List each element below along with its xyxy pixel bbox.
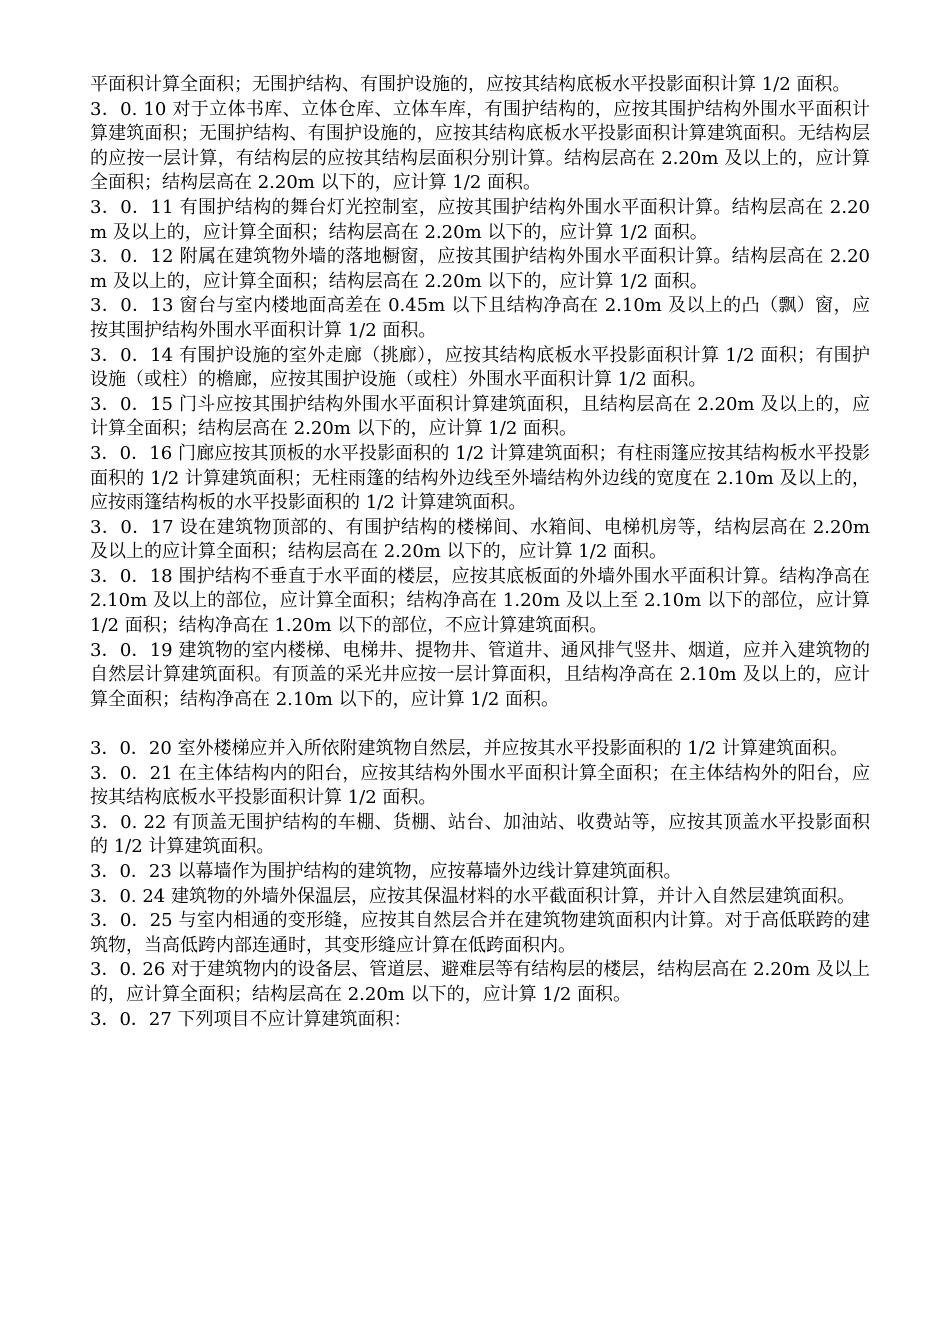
clause-3-0-11: 3．0．11 有围护结构的舞台灯光控制室，应按其围护结构外围水平面积计算。结构层高在 2.20m 及以上的，应计算全面积；结构层高在 2.20m 以下的，应计算 1/2 面积。 bbox=[90, 196, 870, 243]
clause-3-0-23: 3．0．23 以幕墙作为围护结构的建筑物，应按幕墙外边线计算建筑面积。 bbox=[90, 861, 682, 882]
clause-3-0-22: 3．0. 22 有顶盖无围护结构的车棚、货棚、站台、加油站、收费站等，应按其顶盖水平投影面积的 1/2 计算建筑面积。 bbox=[90, 811, 870, 858]
clause-3-0-19: 3．0．19 建筑物的室内楼梯、电梯井、提物井、管道井、通风排气竖井、烟道，应并入建筑物的自然层计算建筑面积。有顶盖的采光井应按一层计算面积，且结构净高在 2.10m 及以上的，应计算全面积；结构净高在 2.10m 以下的，应计算 1/2 面积。 bbox=[90, 639, 870, 710]
clause-3-0-12: 3．0．12 附属在建筑物外墙的落地橱窗，应按其围护结构外围水平面积计算。结构层高在 2.20m 及以上的，应计算全面积；结构层高在 2.20m 以下的，应计算 1/2 面积。 bbox=[90, 246, 870, 292]
blank-line bbox=[90, 712, 870, 737]
clause-3-0-17: 3．0．17 设在建筑物顶部的、有围护结构的楼梯间、水箱间、电梯机房等，结构层高在 2.20m 及以上的应计算全面积；结构层高在 2.20m 以下的，应计算 1/2 面积。 bbox=[90, 516, 870, 563]
clause-3-0-13: 3．0．13 窗台与室内楼地面高差在 0.45m 以下且结构净高在 2.10m 及以上的凸（飘）窗，应按其围护结构外围水平面积计算 1/2 面积。 bbox=[90, 295, 870, 341]
clause-3-0-15: 3．0．15 门斗应按其围护结构外围水平面积计算建筑面积，且结构层高在 2.20m 及以上的，应计算全面积；结构层高在 2.20m 以下的，应计算 1/2 面积。 bbox=[90, 393, 870, 440]
paragraph-continuation: 平面积计算全面积；无围护结构、有围护设施的，应按其结构底板水平投影面积计算 1/2 面积。 bbox=[90, 74, 851, 95]
clause-3-0-27: 3．0．27 下列项目不应计算建筑面积： bbox=[90, 1008, 412, 1030]
clause-3-0-20: 3．0．20 室外楼梯应并入所依附建筑物自然层，并应按其水平投影面积的 1/2 计算建筑面积。 bbox=[90, 738, 848, 760]
clause-3-0-24: 3．0. 24 建筑物的外墙外保温层，应按其保温材料的水平截面积计算，并计入自然层建筑面积。 bbox=[90, 885, 855, 907]
clause-3-0-10: 3．0. 10 对于立体书库、立体仓库、立体车库，有围护结构的，应按其围护结构外围水平面积计算建筑面积；无围护结构、有围护设施的，应按其结构底板水平投影面积计算建筑面积。无结构层的应按一层计算，有结构层的应按其结构层面积分别计算。结构层高在 2.20m 及以上的，应计算全面积；结构层高在 2.20m 以下的，应计算 1/2 面积。 bbox=[90, 98, 870, 194]
document-body bbox=[90, 73, 870, 1032]
clause-3-0-21: 3．0．21 在主体结构内的阳台，应按其结构外围水平面积计算全面积；在主体结构外的阳台，应按其结构底板水平投影面积计算 1/2 面积。 bbox=[90, 762, 870, 809]
clause-3-0-25: 3．0．25 与室内相通的变形缝，应按其自然层合并在建筑物建筑面积内计算。对于高低联跨的建筑物，当高低跨内部连通时，其变形缝应计算在低跨面积内。 bbox=[90, 910, 870, 956]
clause-3-0-16: 3．0．16 门廊应按其顶板的水平投影面积的 1/2 计算建筑面积；有柱雨篷应按其结构板水平投影面积的 1/2 计算建筑面积；无柱雨篷的结构外边线至外墙结构外边线的宽度在 2.10m 及以上的，应按雨篷结构板的水平投影面积的 1/2 计算建筑面积。 bbox=[90, 442, 870, 514]
clause-3-0-18: 3．0．18 围护结构不垂直于水平面的楼层，应按其底板面的外墙外围水平面积计算。结构净高在 2.10m 及以上的部位，应计算全面积；结构净高在 1.20m 及以上至 2.10m 以下的部位，应计算 1/2 面积；结构净高在 1.20m 以下的部位，不应计算建筑面积。 bbox=[90, 565, 870, 637]
clause-3-0-26: 3．0. 26 对于建筑物内的设备层、管道层、避难层等有结构层的楼层，结构层高在 2.20m 及以上的，应计算全面积；结构层高在 2.20m 以下的，应计算 1/2 面积。 bbox=[90, 959, 870, 1005]
clause-3-0-14: 3．0．14 有围护设施的室外走廊（挑廊），应按其结构底板水平投影面积计算 1/2 面积；有围护设施（或柱）的檐廊，应按其围护设施（或柱）外围水平面积计算 1/2 面积。 bbox=[90, 344, 870, 391]
